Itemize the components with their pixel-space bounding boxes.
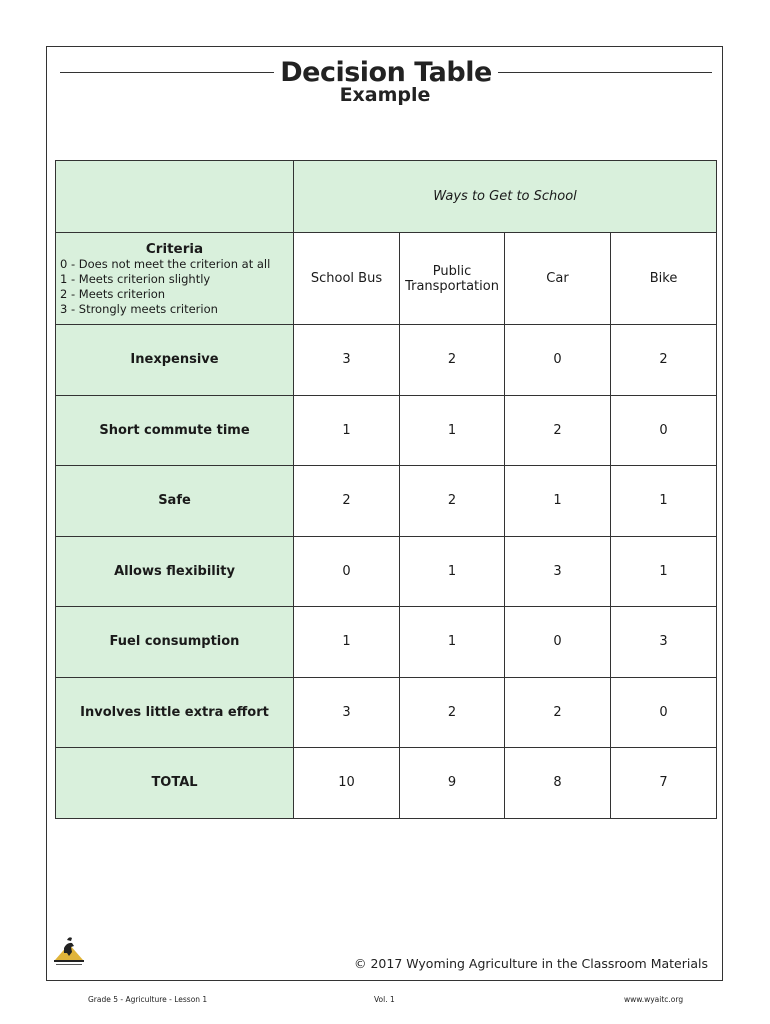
group-header-ways: Ways to Get to School [294,161,717,233]
score-cell: 2 [611,325,717,396]
scale-line: 2 - Meets criterion [60,286,166,301]
criterion-label: Allows flexibility [56,536,294,607]
footer-lesson: Grade 5 - Agriculture - Lesson 1 [88,995,208,1004]
column-header-row [56,233,717,325]
score-cell: 1 [400,607,505,678]
criterion-label: TOTAL [56,748,294,819]
column-header-public-transportation: Public Transportation [400,233,505,325]
score-cell: 1 [400,395,505,466]
criteria-heading: Criteria [145,240,204,257]
scale-line: 1 - Meets criterion slightly [60,271,211,286]
column-header-school-bus: School Bus [294,233,400,325]
page-title: Decision Table [280,56,492,88]
score-cell: 2 [400,325,505,396]
wyoming-bucking-horse-logo-icon [51,930,87,970]
title-rule-right [498,72,712,73]
score-cell: 7 [611,748,717,819]
score-cell: 2 [400,466,505,537]
column-header-bike: Bike [611,233,717,325]
table-row [56,536,717,607]
decision-table [55,160,717,819]
score-cell: 1 [294,395,400,466]
title-rule-left [60,72,274,73]
criteria-rows [56,325,717,819]
score-cell: 1 [400,536,505,607]
score-cell: 0 [505,325,611,396]
table-row [56,395,717,466]
footer-volume: Vol. 1 [374,995,395,1004]
score-cell: 9 [400,748,505,819]
score-cell: 3 [294,677,400,748]
score-cell: 1 [294,607,400,678]
score-cell: 2 [505,395,611,466]
score-cell: 1 [505,466,611,537]
criteria-key-cell [56,233,294,325]
table-row [56,677,717,748]
scale-line: 0 - Does not meet the criterion at all [60,256,271,271]
table-row [56,607,717,678]
scale-line: 3 - Strongly meets criterion [60,301,218,316]
score-cell: 2 [505,677,611,748]
table-row [56,466,717,537]
score-cell: 0 [611,677,717,748]
corner-cell [56,161,294,233]
copyright-notice: © 2017 Wyoming Agriculture in the Classroom Materials [354,956,708,971]
criterion-label: Fuel consumption [56,607,294,678]
score-cell: 10 [294,748,400,819]
score-cell: 2 [400,677,505,748]
score-cell: 0 [294,536,400,607]
score-cell: 2 [294,466,400,537]
score-cell: 1 [611,536,717,607]
criterion-label: Involves little extra effort [56,677,294,748]
criterion-label: Safe [56,466,294,537]
column-header-car: Car [505,233,611,325]
criterion-label: Inexpensive [56,325,294,396]
table-row [56,748,717,819]
score-cell: 0 [505,607,611,678]
table-row [56,325,717,396]
group-header-row [56,161,717,233]
score-cell: 0 [611,395,717,466]
score-cell: 3 [294,325,400,396]
score-cell: 3 [611,607,717,678]
score-cell: 3 [505,536,611,607]
score-cell: 8 [505,748,611,819]
page-subtitle: Example [339,84,431,106]
footer-website: www.wyaitc.org [624,995,684,1004]
criterion-label: Short commute time [56,395,294,466]
score-cell: 1 [611,466,717,537]
